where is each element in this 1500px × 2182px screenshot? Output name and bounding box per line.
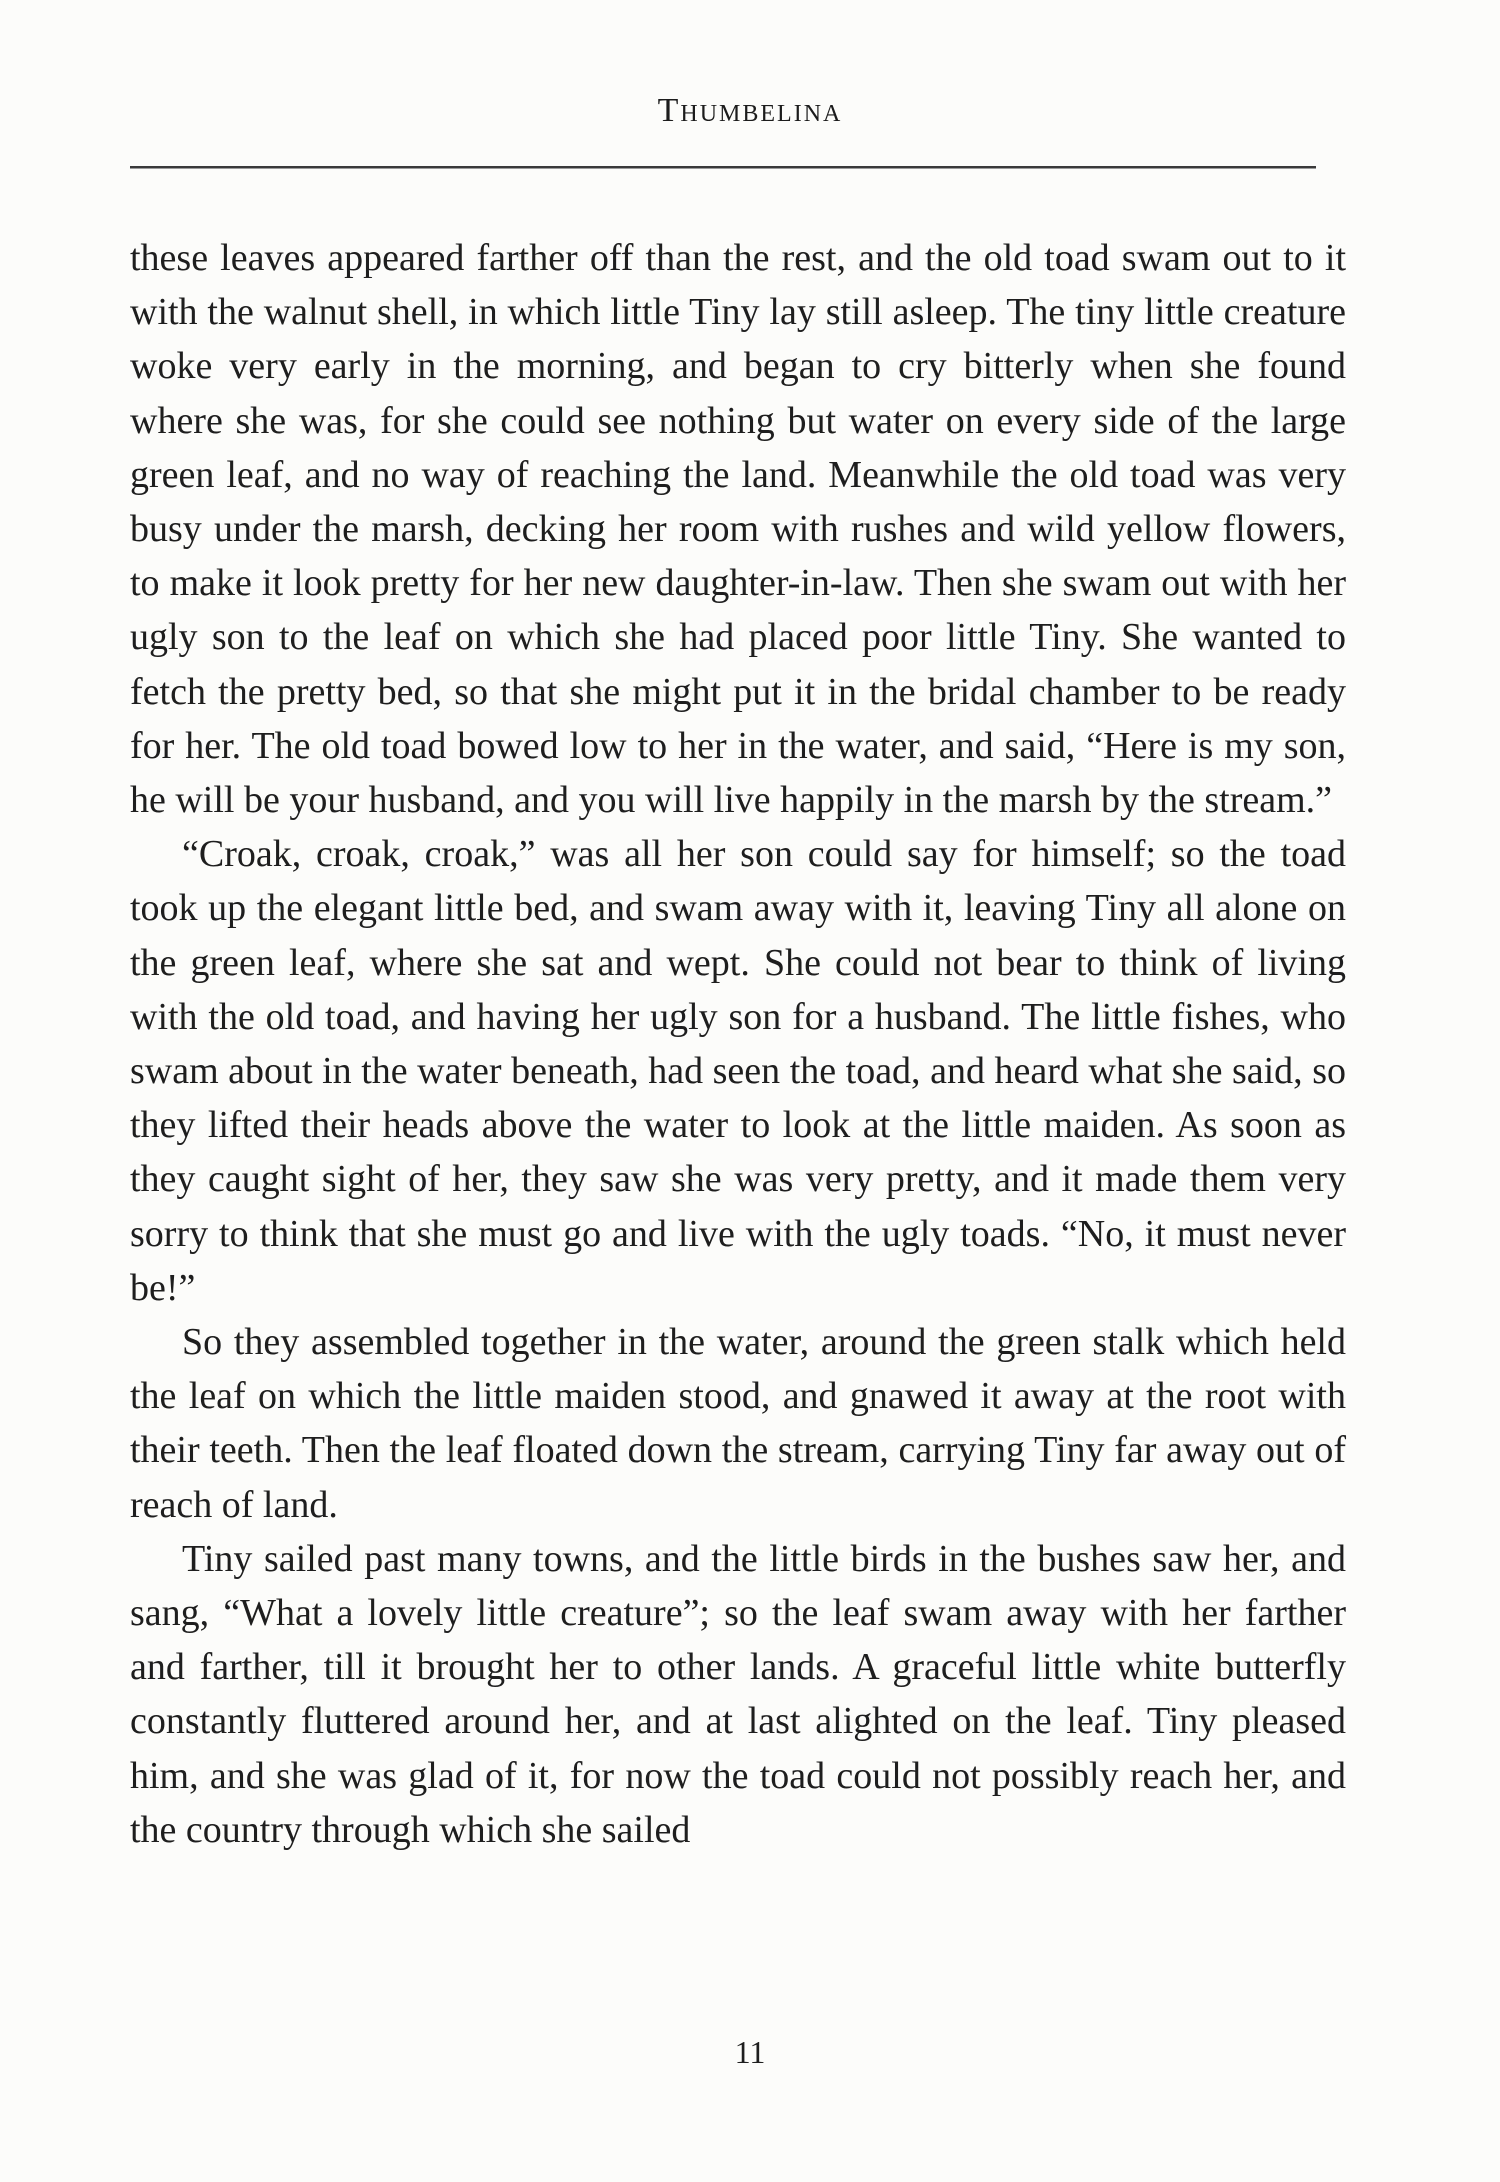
paragraph-4: Tiny sailed past many towns, and the little birds in the bushes saw her, and sang, “What a lovely little creature”; so the leaf swam away with her farther and farther, till it brought her to other lands. A graceful little white butterfly constantly fluttered around her, and at last alighted on the leaf. Tiny pleased him, and she was glad of it, for now the toad could not possibly reach her, and the country through which she sailed [130, 1537, 1346, 1851]
paragraph-1: these leaves appeared farther off than the rest, and the old toad swam out to it with the walnut shell, in which little Tiny lay still asleep. The tiny little creature woke very early in the morning, and began to cry bitterly when she found where she was, for she could see nothing but water on every side of the large green leaf, and no way of reaching the land. Meanwhile the old toad was very busy under the marsh, decking her room with rushes and wild yellow flowers, to make it look pretty for her new daughter-in-law. Then she swam out with her ugly son to the leaf on which she had placed poor little Tiny. She wanted to fetch the pretty bed, so that she might put it in the bridal chamber to be ready for her. The old toad bowed low to her in the water, and said, “Here is my son, he will be your husband, and you will live happily in the marsh by the stream.” [130, 237, 1346, 822]
running-head: Thumbelina [657, 92, 843, 129]
body-text [130, 231, 1346, 1857]
header-rule [130, 166, 1316, 169]
paragraph-2: “Croak, croak, croak,” was all her son could say for himself; so the toad took up the elegant little bed, and swam away with it, leaving Tiny all alone on the green leaf, where she sat and wept. She could not bear to think of living with the old toad, and having her ugly son for a husband. The little fishes, who swam about in the water beneath, had seen the toad, and heard what she said, so they lifted their heads above the water to look at the little maiden. As soon as they caught sight of her, they saw she was very pretty, and it made them very sorry to think that she must go and live with the ugly toads. “No, it must never be!” [130, 833, 1346, 1309]
page-number: 11 [734, 2034, 766, 2070]
paragraph-3: So they assembled together in the water, around the green stalk which held the leaf on which the little maiden stood, and gnawed it away at the root with their teeth. Then the leaf floated down the stream, carrying Tiny far away out of reach of land. [130, 1321, 1346, 1526]
